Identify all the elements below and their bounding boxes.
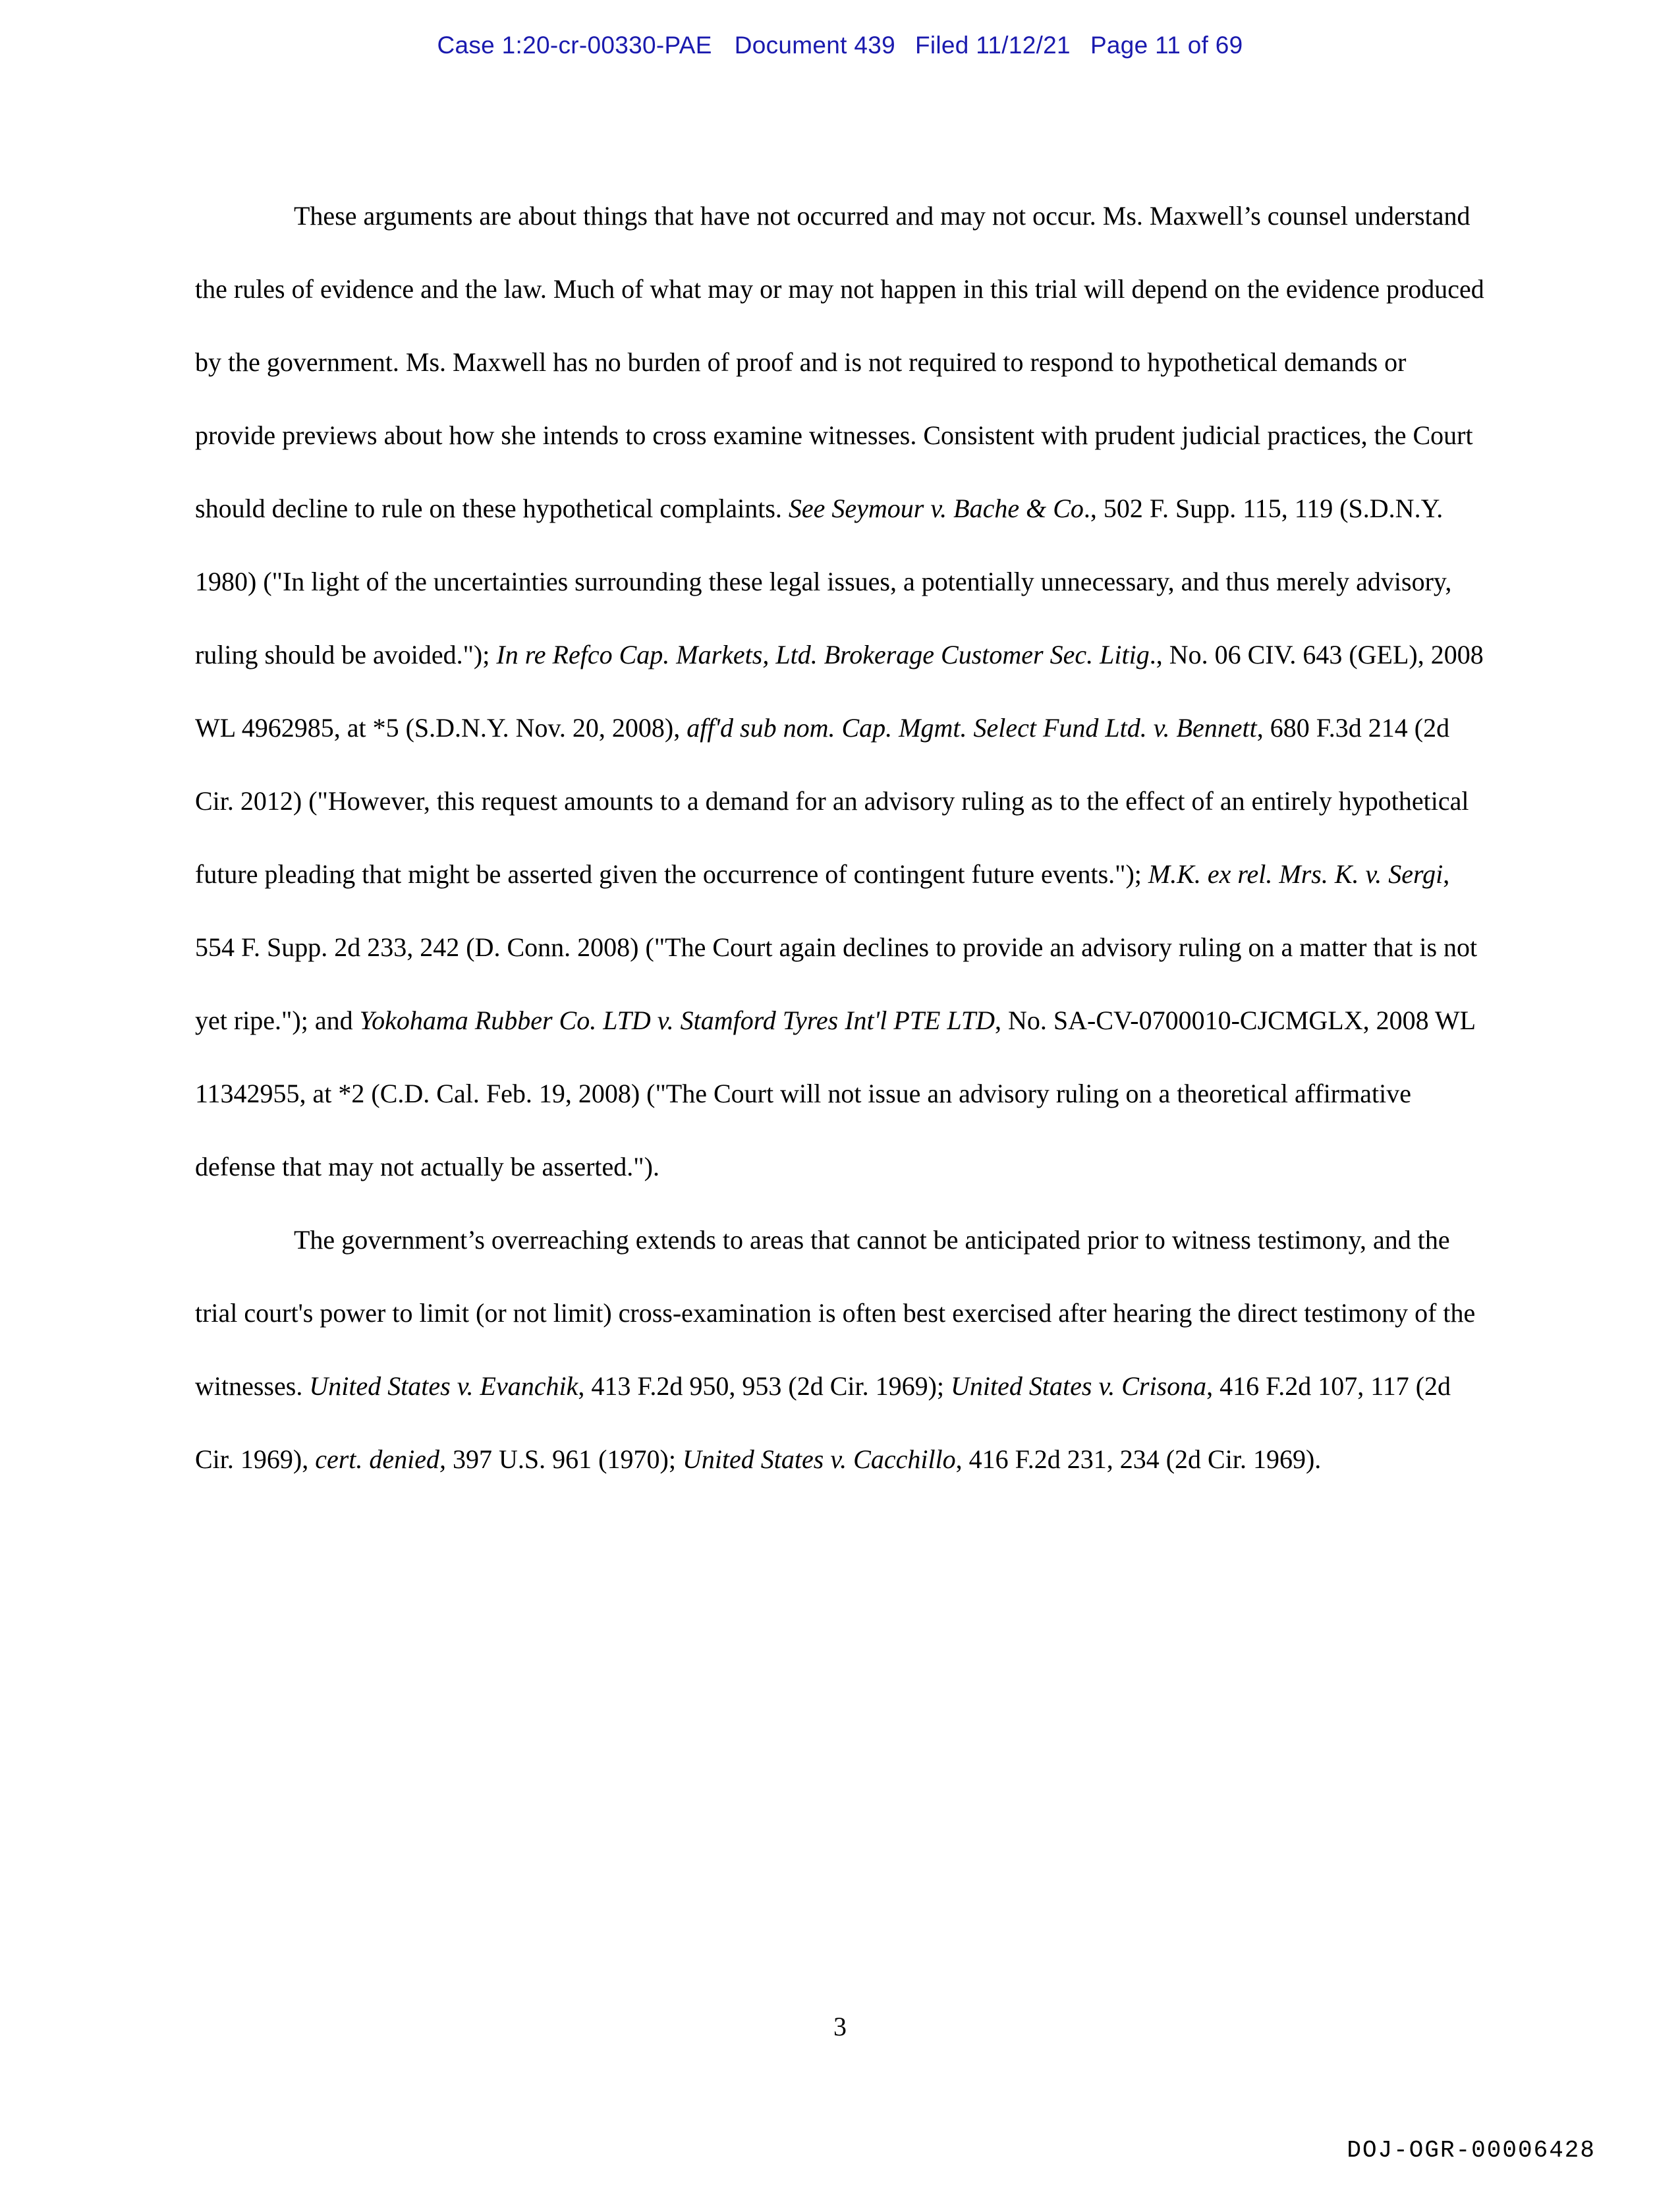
ecf-document-number: Document 439 <box>734 32 895 59</box>
page-number: 3 <box>833 2012 847 2041</box>
ecf-header-stamp <box>0 32 1680 59</box>
ecf-case-number: Case 1:20-cr-00330-PAE <box>437 32 712 59</box>
ecf-filed-date: Filed 11/12/21 <box>914 32 1071 59</box>
paragraph-1: These arguments are about things that have not occurred and may not occur. Ms. Maxwell’s counsel understand the rules of evidence and the law. Much of what may or may not happen in this trial will depend on the evidence produced by the government. Ms. Maxwell has no burden of proof and is not required to respond to hypothetical demands or provide previews about how she intends to cross examine witnesses. Consistent with prudent judicial practices, the Court should decline to rule on these hypothetical complaints. See Seymour v. Bache & Co., 502 F. Supp. 115, 119 (S.D.N.Y. 1980) ("In light of the uncertainties surrounding these legal issues, a potentially unnecessary, and thus merely advisory, ruling should be avoided."); In re Refco Cap. Markets, Ltd. Brokerage Customer Sec. Litig., No. 06 CIV. 643 (GEL), 2008 WL 4962985, at *5 (S.D.N.Y. Nov. 20, 2008), aff'd sub nom. Cap. Mgmt. Select Fund Ltd. v. Bennett, 680 F.3d 214 (2d Cir. 2012) ("However, this request amounts to a demand for an advisory ruling as to the effect of an entirely hypothetical future pleading that might be asserted given the occurrence of contingent future events."); M.K. ex rel. Mrs. K. v. Sergi, 554 F. Supp. 2d 233, 242 (D. Conn. 2008) ("The Court again declines to provide an advisory ruling on a matter that is not yet ripe."); and Yokohama Rubber Co. LTD v. Stamford Tyres Int'l PTE LTD, No. SA-CV-0700010-CJCMGLX, 2008 WL 11342955, at *2 (C.D. Cal. Feb. 19, 2008) ("The Court will not issue an advisory ruling on a theoretical affirmative defense that may not actually be asserted."). <box>195 201 1484 1181</box>
paragraph-2: The government’s overreaching extends to areas that cannot be anticipated prior to witness testimony, and the trial court's power to limit (or not limit) cross-examination is often best exercised after hearing the direct testimony of the witnesses. United States v. Evanchik, 413 F.2d 950, 953 (2d Cir. 1969); United States v. Crisona, 416 F.2d 107, 117 (2d Cir. 1969), cert. denied, 397 U.S. 961 (1970); United States v. Cacchillo, 416 F.2d 231, 234 (2d Cir. 1969). <box>195 1225 1476 1474</box>
ecf-page-indicator: Page 11 of 69 <box>1090 32 1243 59</box>
bates-number: DOJ-OGR-00006428 <box>1347 2137 1596 2164</box>
document-body <box>195 179 1485 1496</box>
